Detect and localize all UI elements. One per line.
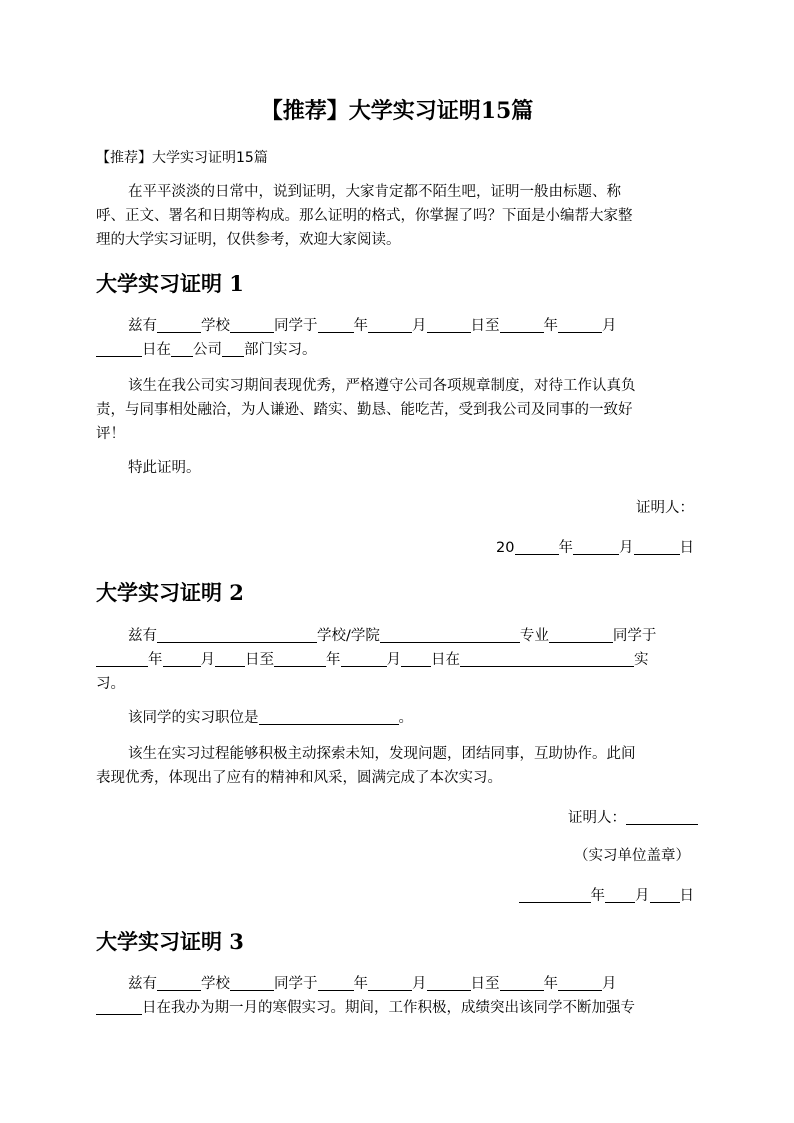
document-subtitle: 【推荐】大学实习证明15篇 xyxy=(96,150,268,166)
blank-field xyxy=(427,973,471,991)
blank-field xyxy=(558,973,602,991)
section-2-heading: 大学实习证明 2 xyxy=(96,580,244,605)
section-1-body-line-3: 评！ xyxy=(96,426,125,442)
section-3-heading: 大学实习证明 3 xyxy=(96,929,244,954)
blank-field xyxy=(96,339,142,357)
section-1-heading: 大学实习证明 1 xyxy=(96,271,244,296)
section-2-position-line: 该同学的实习职位是 。 xyxy=(96,706,694,730)
blank-field xyxy=(368,973,412,991)
blank-field xyxy=(368,315,412,333)
section-2-form-line-1: 兹有 学校/学院 专业 同学于 xyxy=(96,624,694,648)
blank-field xyxy=(222,339,244,357)
section-1-signer: 证明人： xyxy=(636,500,694,516)
blank-field xyxy=(558,315,602,333)
blank-field xyxy=(573,537,619,555)
blank-field xyxy=(341,649,387,667)
blank-field xyxy=(500,973,544,991)
blank-field xyxy=(549,625,613,643)
blank-field xyxy=(318,973,354,991)
section-2-body-line-1: 该生在实习过程能够积极主动探索未知，发现问题，团结同事，互助协作。此间 xyxy=(128,746,636,762)
blank-field xyxy=(96,997,142,1015)
section-2-signer: 证明人： xyxy=(568,806,698,830)
blank-field xyxy=(605,885,635,903)
intro-line-2: 呼、正文、署名和日期等构成。那么证明的格式，你掌握了吗？下面是小编帮大家整 xyxy=(96,208,633,224)
intro-line-1: 在平平淡淡的日常中，说到证明，大家肯定都不陌生吧，证明一般由标题、称 xyxy=(128,184,621,200)
blank-field xyxy=(230,315,274,333)
blank-field xyxy=(171,339,193,357)
section-3-form-line-1: 兹有 学校 同学于 年 月 日至 年 月 xyxy=(96,972,694,996)
blank-field xyxy=(634,537,680,555)
blank-field xyxy=(215,649,245,667)
section-1-date: 20 年 月 日 xyxy=(496,536,694,560)
blank-field xyxy=(460,649,634,667)
section-2-seal: （实习单位盖章） xyxy=(574,848,690,864)
blank-field xyxy=(650,885,680,903)
blank-field xyxy=(500,315,544,333)
section-1-form-line-1: 兹有 学校 同学于 年 月 日至 年 月 xyxy=(96,314,694,338)
blank-field xyxy=(157,973,201,991)
blank-field xyxy=(401,649,431,667)
section-2-date: 年 月 日 xyxy=(519,884,695,908)
blank-field xyxy=(163,649,201,667)
position-blank xyxy=(259,707,399,725)
blank-field xyxy=(515,537,559,555)
blank-field xyxy=(157,625,317,643)
blank-field xyxy=(96,649,148,667)
blank-field xyxy=(318,315,354,333)
signature-blank xyxy=(626,807,698,825)
section-2-body-line-2: 表现优秀，体现出了应有的精神和风采，圆满完成了本次实习。 xyxy=(96,770,502,786)
section-3-form-line-2: 日在我办为期一月的寒假实习。期间，工作积极，成绩突出该同学不断加强专 xyxy=(96,996,694,1020)
blank-field xyxy=(157,315,201,333)
section-2-form-line-2: 年 月 日至 年 月 日在 实 xyxy=(96,648,694,672)
blank-field xyxy=(519,885,591,903)
blank-field xyxy=(230,973,274,991)
blank-field xyxy=(427,315,471,333)
intro-line-3: 理的大学实习证明，仅供参考，欢迎大家阅读。 xyxy=(96,232,401,248)
section-1-body-line-1: 该生在我公司实习期间表现优秀，严格遵守公司各项规章制度，对待工作认真负 xyxy=(128,378,636,394)
blank-field xyxy=(274,649,326,667)
blank-field xyxy=(380,625,520,643)
document-title: 【推荐】大学实习证明15篇 xyxy=(260,98,534,124)
section-2-form-line-3: 习。 xyxy=(96,676,125,692)
section-1-closing: 特此证明。 xyxy=(128,460,201,476)
section-1-form-line-2: 日在 公司 部门实习。 xyxy=(96,338,694,362)
section-1-body-line-2: 责，与同事相处融洽，为人谦逊、踏实、勤恳、能吃苦，受到我公司及同事的一致好 xyxy=(96,402,633,418)
